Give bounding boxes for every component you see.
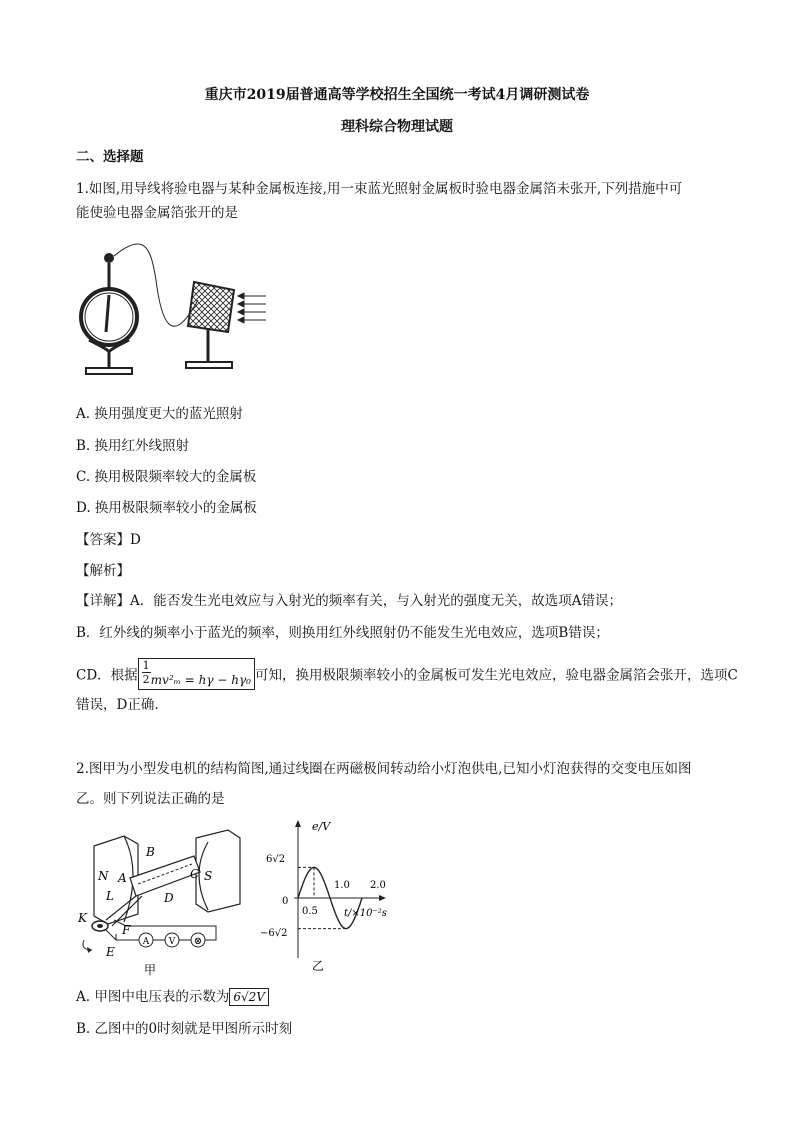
figure-yi-caption: 乙: [311, 959, 325, 973]
q2-voltage-chart: [258, 818, 388, 974]
label-f: F: [122, 923, 131, 937]
label-b: B: [146, 845, 155, 859]
plate-base: [186, 362, 232, 368]
section-heading: 二、选择题: [76, 149, 144, 165]
electroscope-ball: [104, 253, 114, 263]
electroscope-leaf: [106, 295, 109, 332]
q2-option-a-prefix: A. 甲图中电压表的示数为: [76, 989, 230, 1005]
q1-detail-line1: 【详解】A．能否发生光电效应与入射光的频率有关，与入射光的强度无关，故选项A错误；: [76, 593, 622, 609]
chart-xlabel: t/×10⁻²s: [344, 908, 387, 919]
q1-detail-line2: B．红外线的频率小于蓝光的频率，则换用红外线照射仍不能发生光电效应，选项B错误；: [76, 625, 609, 641]
exam-subtitle: 理科综合物理试题: [341, 119, 453, 135]
connecting-wire: [114, 244, 198, 326]
q1-option-b: B. 换用红外线照射: [76, 438, 190, 454]
q1-analysis-label: 【解析】: [76, 563, 130, 579]
label-l: L: [106, 889, 114, 903]
q2-option-a: [76, 988, 726, 1006]
chart-origin-label: 0: [282, 896, 289, 907]
chart-xtick-2-0: 2.0: [370, 880, 386, 891]
chart-xtick-1-0: 1.0: [334, 880, 350, 891]
q1-option-d: D. 换用极限频率较小的金属板: [76, 500, 257, 516]
q1-stem-line2: 能使验电器金属箔张开的是: [76, 205, 238, 221]
q1-answer: 【答案】D: [76, 532, 141, 548]
chart-ymin-label: −6√2: [260, 928, 288, 939]
q2-option-b: B. 乙图中的0时刻就是甲图所示时刻: [76, 1021, 293, 1037]
q1-detail-line3-suffix: 可知，换用极限频率较小的金属板可发生光电效应，验电器金属箔会张开，选项C: [254, 667, 738, 684]
q1-detail-line4: 错误，D正确.: [76, 697, 159, 713]
chart-xtick-0-5: 0.5: [302, 906, 318, 917]
label-a: A: [118, 871, 127, 885]
blue-light-arrows: [238, 293, 266, 323]
label-k: K: [78, 911, 87, 925]
q1-option-a: A. 换用强度更大的蓝光照射: [76, 406, 243, 422]
q1-electroscope-figure: [76, 240, 276, 382]
label-d: D: [164, 891, 174, 905]
s-pole-magnet: [196, 830, 240, 912]
bulb-symbol: ⊗: [193, 936, 203, 947]
chart-ylabel: e/V: [312, 820, 331, 833]
exam-title: 重庆市2019届普通高等学校招生全国统一考试4月调研测试卷: [204, 87, 590, 103]
q1-option-c: C. 换用极限频率较大的金属板: [76, 469, 257, 485]
metal-plate: [188, 282, 234, 332]
label-e: E: [106, 945, 115, 959]
figure-jia-caption: 甲: [143, 963, 157, 977]
label-c: C: [190, 867, 200, 881]
voltmeter-symbol: V: [168, 937, 176, 947]
q2-stem-line2: 乙。则下列说法正确的是: [76, 791, 225, 807]
electroscope-base: [86, 368, 132, 374]
q1-detail-line3-prefix: CD．根据: [76, 667, 138, 684]
q2-generator-figure: [76, 822, 246, 978]
label-n: N: [98, 869, 109, 883]
q2-option-a-value: 6√2V: [229, 988, 269, 1006]
photoelectric-formula: $\frac{1}{2}$ mv²ₘ = hγ − hγ₀: [138, 658, 255, 690]
label-s: S: [204, 869, 213, 883]
q2-stem-line1: 2.图甲为小型发电机的结构简图,通过线圈在两磁极间转动给小灯泡供电,已知小灯泡获得的交变电压如图: [76, 761, 692, 777]
q1-detail-line3: [76, 659, 738, 692]
chart-x-axis-arrow: [379, 895, 386, 901]
ammeter-symbol: A: [142, 937, 150, 947]
q1-stem-line1: 1.如图,用导线将验电器与某种金属板连接,用一束蓝光照射金属板时验电器金属箔未张开,下列措施中可: [76, 181, 683, 197]
chart-ymax-label: 6√2: [266, 854, 286, 865]
chart-y-axis-arrow: [295, 820, 301, 827]
